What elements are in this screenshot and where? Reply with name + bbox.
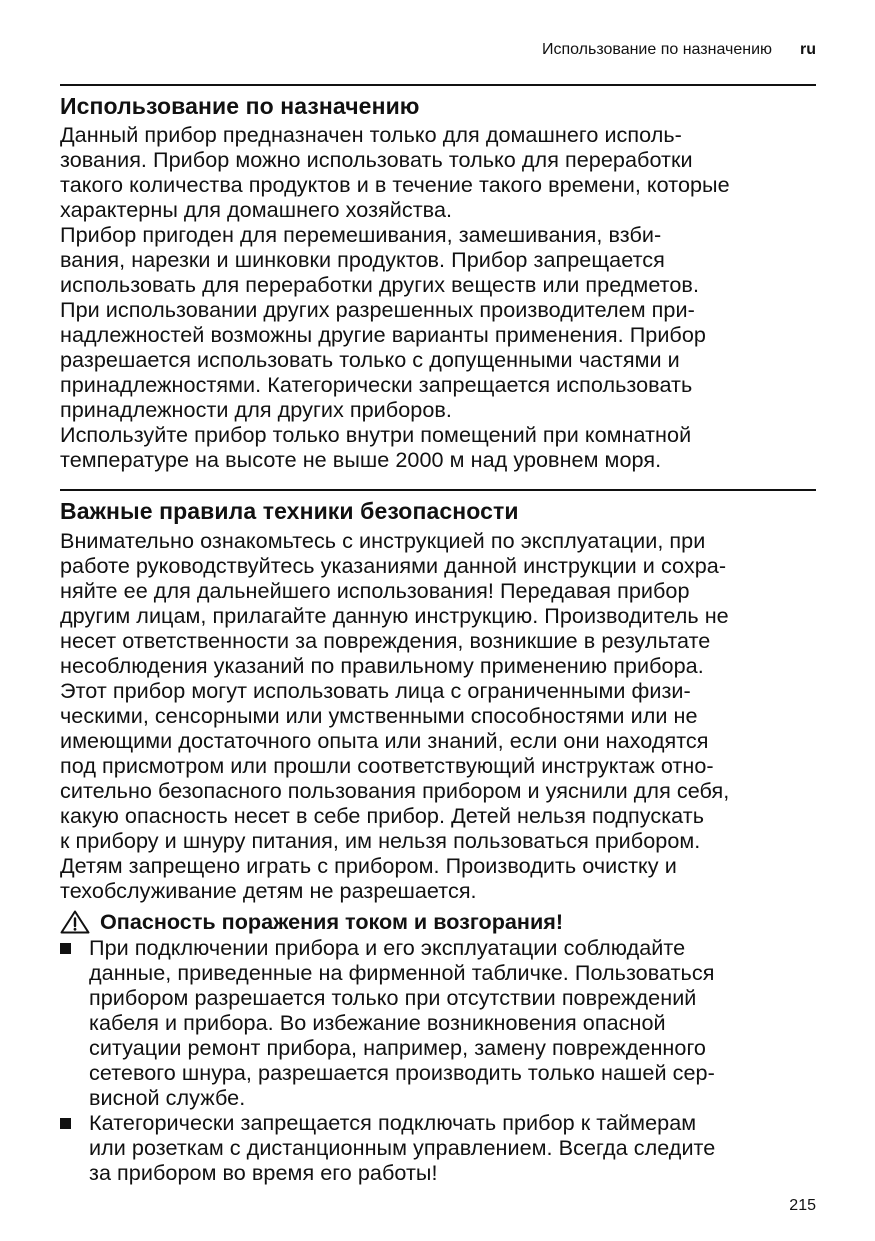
section-divider [60,84,816,86]
text-line: использовать для переработки других веществ или предметов. [60,272,699,297]
section-body [60,122,816,472]
manual-page [60,0,816,1241]
square-bullet-icon [60,1118,71,1129]
text-line: Прибор пригоден для перемешивания, замешивания, взби- [60,222,662,247]
square-bullet-icon [60,943,71,954]
section-divider [60,489,816,491]
warning-triangle-icon [60,910,90,934]
text-line: прибором разрешается только при отсутствии повреждений [89,985,697,1010]
warning-heading [60,909,816,934]
text-line: такого количества продуктов и в течение такого времени, которые [60,172,730,197]
text-line: разрешается использовать только с допущенными частями и [60,347,680,372]
text-line: сительно безопасного пользования прибором и уяснили для себя, [60,778,730,803]
text-line: несоблюдения указаний по правильному применению прибора. [60,653,704,678]
text-line: Детям запрещено играть с прибором. Производить очистку и [60,853,677,878]
text-line: надлежностей возможны другие варианты применения. Прибор [60,322,706,347]
section-safety-rules [60,497,816,1185]
text-line: кабеля и прибора. Во избежание возникновения опасной [89,1010,666,1035]
text-line: принадлежностями. Категорически запрещается использовать [60,372,693,397]
text-line: сетевого шнура, разрешается производить только нашей сер- [89,1060,715,1085]
text-line: техобслуживание детям не разрешается. [60,878,477,903]
text-line: данные, приведенные на фирменной табличке. Пользоваться [89,960,715,985]
text-line: за прибором во время его работы! [89,1160,438,1185]
text-line: под присмотром или прошли соответствующий инструктаж отно- [60,753,714,778]
warning-title: Опасность поражения током и возгорания! [100,909,564,934]
page-number: 215 [789,1197,816,1214]
text-line: висной службе. [89,1085,246,1110]
text-line: принадлежности для других приборов. [60,397,452,422]
text-line: няйте ее для дальнейшего использования! Передавая прибор [60,578,690,603]
text-line: характерны для домашнего хозяйства. [60,197,453,222]
text-line: Данный прибор предназначен только для домашнего исполь- [60,122,682,147]
text-line: к прибору и шнуру питания, им нельзя пользоваться прибором. [60,828,701,853]
text-line: Категорически запрещается подключать прибор к таймерам [89,1110,697,1135]
text-line: несет ответственности за повреждения, возникшие в результате [60,628,711,653]
bullet-item [60,935,816,1110]
text-line: работе руководствуйтесь указаниями данной инструкции и сохра- [60,553,727,578]
text-line: Этот прибор могут использовать лица с ограниченными физи- [60,678,691,703]
header-title: Использование по назначению [541,41,772,58]
text-line: температуре на высоте не выше 2000 м над уровнем моря. [60,447,662,472]
text-line: или розеткам с дистанционным управлением. Всегда следите [89,1135,716,1160]
text-line: ситуации ремонт прибора, например, замену поврежденного [89,1035,706,1060]
text-line: При использовании других разрешенных производителем при- [60,297,695,322]
section-heading: Использование по назначению [60,93,420,119]
text-line: Внимательно ознакомьтесь с инструкцией по эксплуатации, при [60,528,706,553]
bullet-item [60,1110,816,1185]
text-line: зования. Прибор можно использовать только для переработки [60,147,693,172]
text-line: другим лицам, прилагайте данную инструкцию. Производитель не [60,603,729,628]
language-code: ru [800,41,816,58]
text-line: ческими, сенсорными или умственными способностями или не [60,703,698,728]
text-line: какую опасность несет в себе прибор. Детей нельзя подпускать [60,803,704,828]
section-body [60,528,816,903]
section-heading: Важные правила техники безопасности [60,498,519,524]
text-line: Используйте прибор только внутри помещений при комнатной [60,422,692,447]
running-header [542,41,816,59]
section-intended-use [60,92,816,472]
text-line: имеющими достаточного опыта или знаний, если они находятся [60,728,709,753]
text-line: вания, нарезки и шинковки продуктов. Прибор запрещается [60,247,665,272]
text-line: При подключении прибора и его эксплуатации соблюдайте [89,935,686,960]
